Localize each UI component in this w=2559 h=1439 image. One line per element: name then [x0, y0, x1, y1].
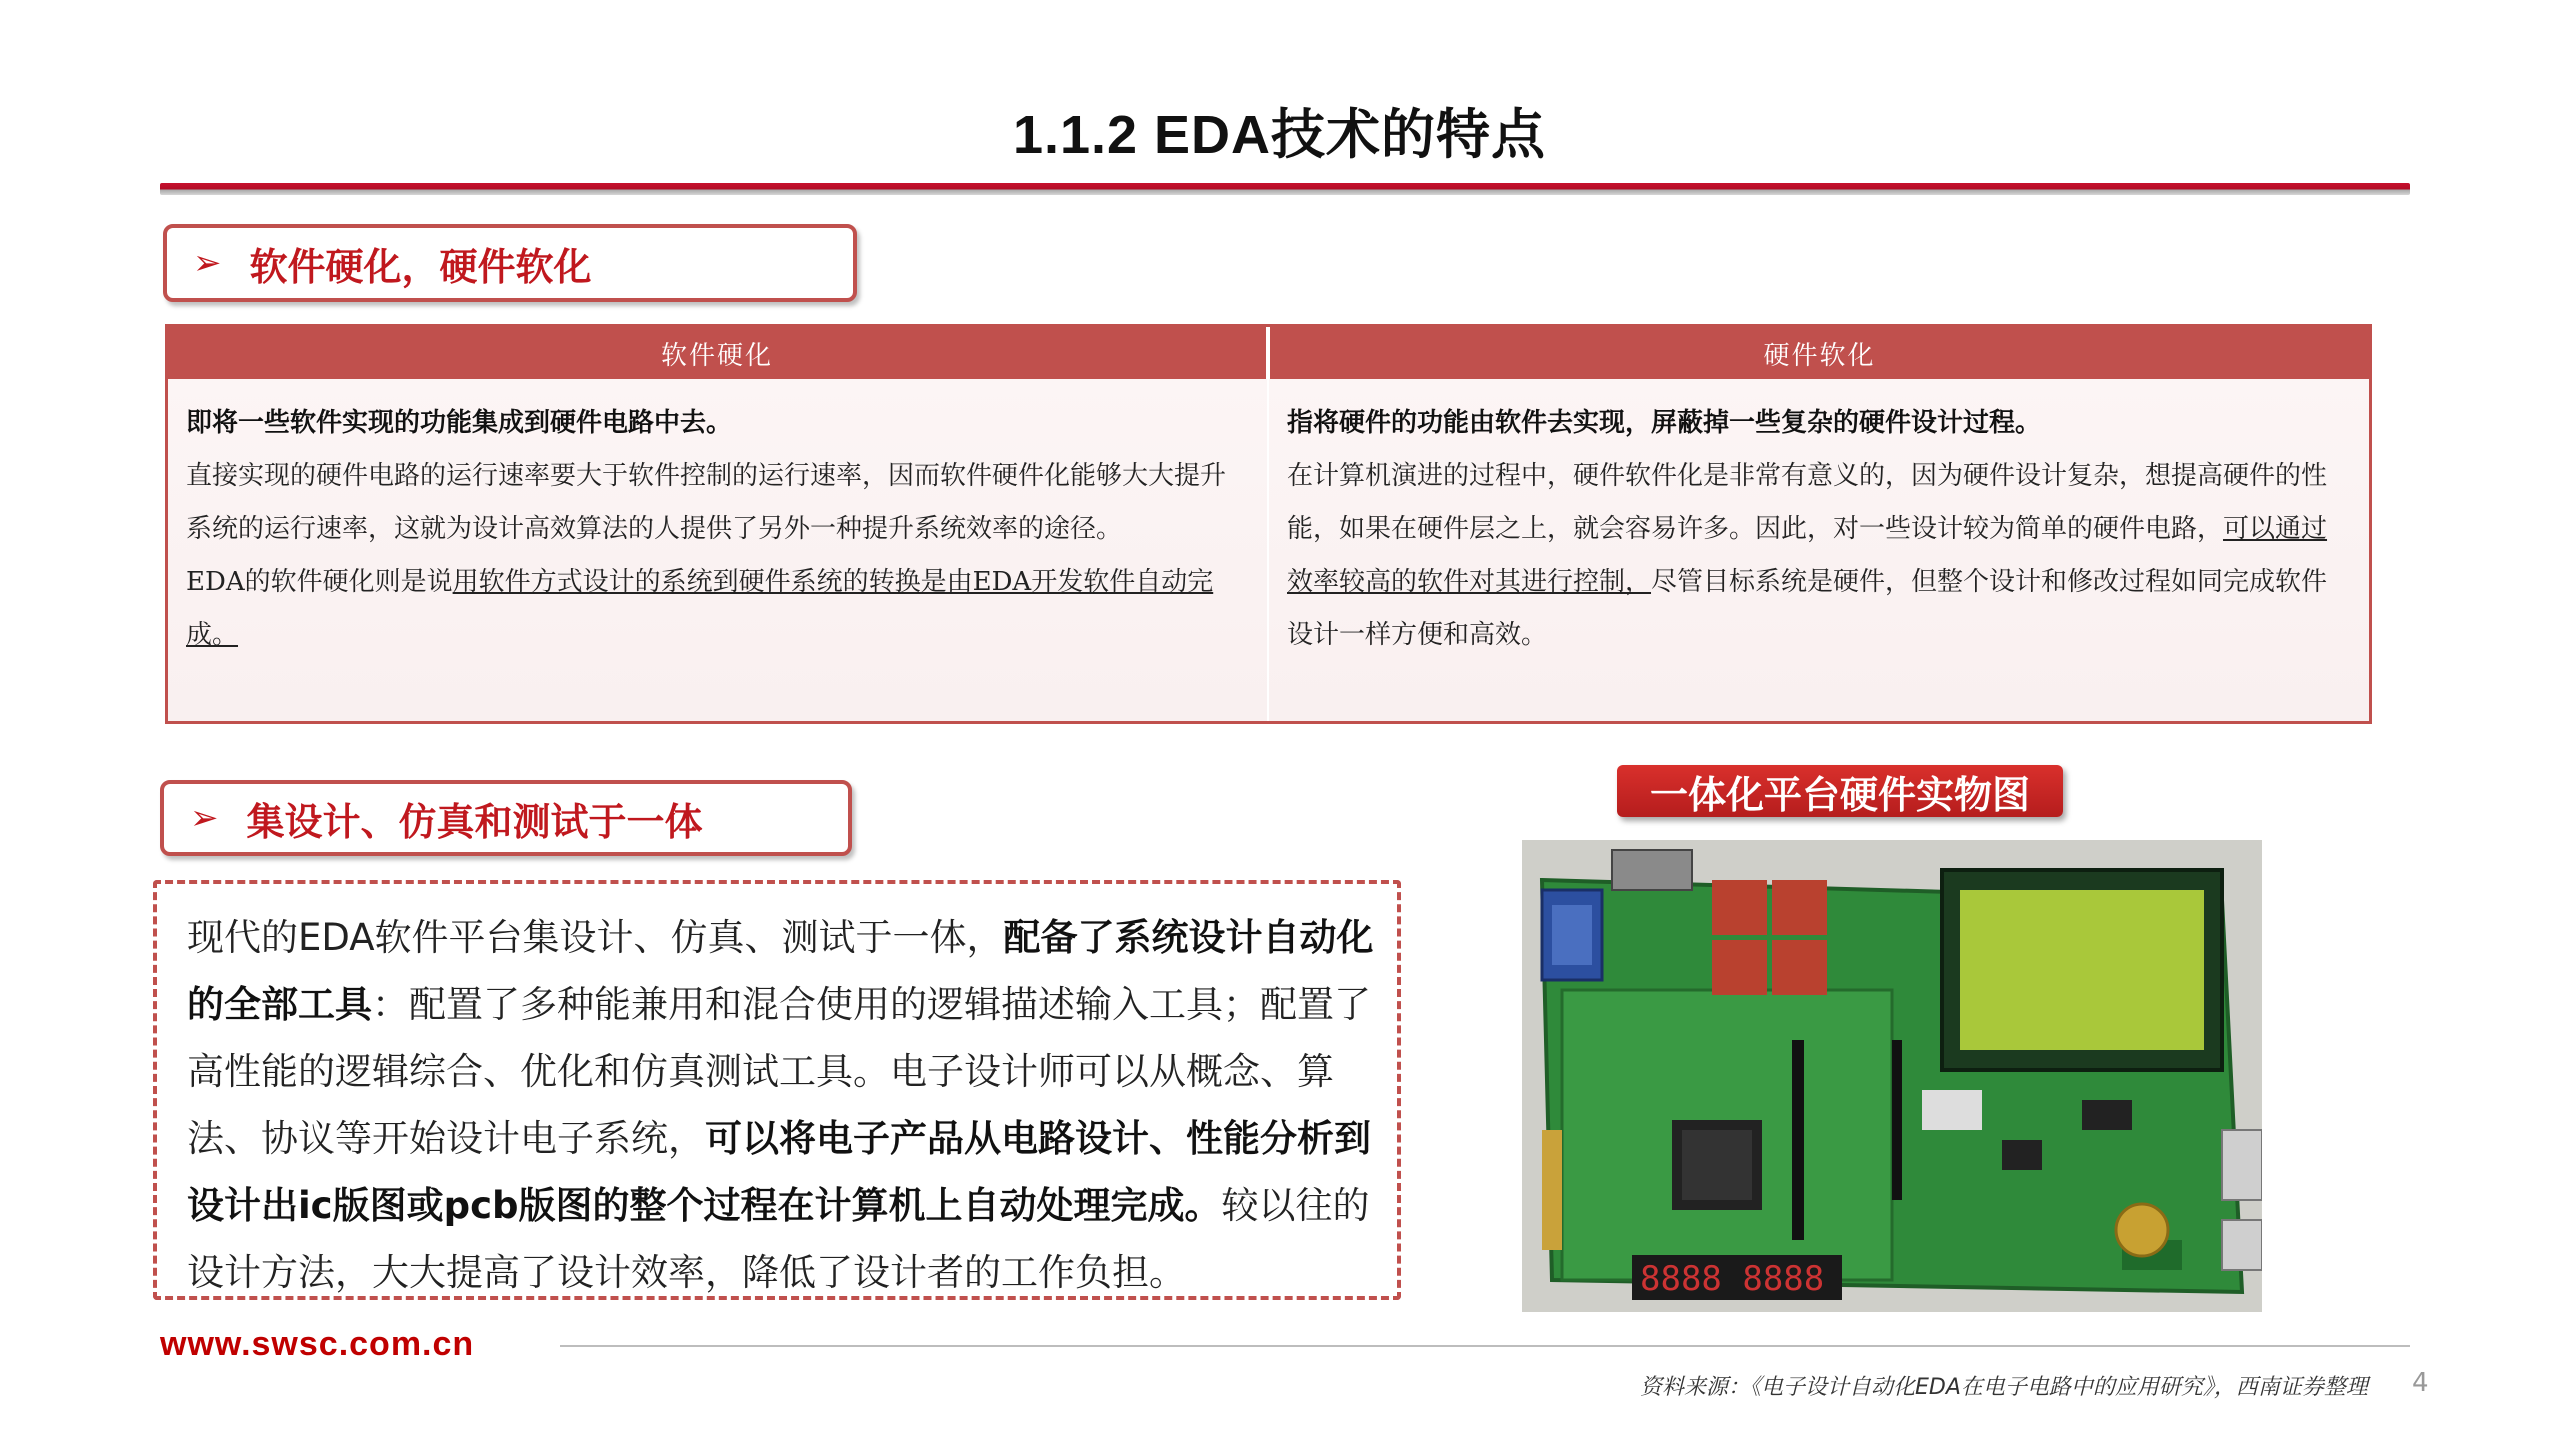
title-divider: [160, 183, 2410, 195]
section-label: 软件硬化，硬件软化: [249, 244, 592, 289]
integration-description-box: [153, 880, 1401, 1300]
right-paragraph: [1287, 450, 2351, 662]
left-para2-prefix: EDA的软件硬化则是说: [186, 567, 453, 597]
right-para-suffix: 尽管目标系统是硬件，但整个设计和修改过程如同完成软件设计一样方便和高效。: [1287, 567, 2328, 650]
section-label: 集设计、仿真和测试于一体: [246, 799, 703, 844]
table-cell-right: [1269, 379, 2369, 721]
left-lead-sentence: 即将一些软件实现的功能集成到硬件电路中去。: [186, 408, 733, 438]
left-paragraph-2: [186, 556, 1249, 662]
table-header-hardware-softening: 硬件软化: [1270, 327, 2369, 379]
integration-text-2: ：配置了多种能兼用和混合使用的逻辑描述输入工具；配置了高性能的逻辑综合、优化和仿真测试工具。电子设计师可以从概念、算法、协议等开始设计电子系统，: [187, 983, 1371, 1160]
hardware-board-image: [1522, 840, 2262, 1312]
table-header-software-hardening: 软件硬化: [168, 327, 1266, 379]
integration-text-1: 现代的EDA软件平台集设计、仿真、测试于一体，: [187, 916, 1004, 959]
integration-bold-1: 配备了系统设计自动化的全部工具: [187, 916, 1374, 1026]
photo-caption-badge: 一体化平台硬件实物图: [1617, 765, 2063, 817]
footer-divider: [560, 1345, 2410, 1347]
section-header-integration: [160, 780, 852, 856]
left-para2-underlined: 用软件方式设计的系统到硬件系统的转换是由EDA开发软件自动完成。: [186, 567, 1214, 650]
integration-bold-2: 可以将电子产品从电路设计、性能分析到设计出ic版图或pcb版图的整个过程在计算机上自动处理完成。: [187, 1117, 1371, 1227]
slide-title: 1.1.2 EDA技术的特点: [1012, 105, 1547, 165]
page-number: 4: [2412, 1368, 2429, 1398]
right-para-prefix: 在计算机演进的过程中，硬件软件化是非常有意义的，因为硬件设计复杂，想提高硬件的性能，如果在硬件层之上，就会容易许多。因此，对一些设计较为简单的硬件电路，: [1287, 461, 2328, 544]
left-paragraph: 直接实现的硬件电路的运行速率要大于软件控制的运行速率，因而软件硬件化能够大大提升系统的运行速率，这就为设计高效算法的人提供了另外一种提升系统效率的途径。: [186, 461, 1227, 544]
right-para-underlined: 可以通过效率较高的软件对其进行控制，: [1287, 514, 2328, 597]
table-cell-left: [168, 379, 1267, 721]
integration-text-3: 较以往的设计方法，大大提高了设计效率，降低了设计者的工作负担。: [187, 1184, 1370, 1294]
arrow-bullet-icon: ➢: [193, 243, 222, 283]
footer-website[interactable]: www.swsc.com.cn: [160, 1325, 475, 1363]
seven-segment-readout: 8888 8888: [1640, 1259, 1825, 1299]
section-header-software-hardware: [163, 224, 857, 302]
arrow-bullet-icon: ➢: [190, 798, 219, 838]
footer-source-note: 资料来源：《电子设计自动化EDA在电子电路中的应用研究》，西南证券整理: [1640, 1375, 2368, 1400]
comparison-table: [165, 324, 2372, 724]
right-lead-sentence: 指将硬件的功能由软件去实现，屏蔽掉一些复杂的硬件设计过程。: [1287, 408, 2042, 438]
